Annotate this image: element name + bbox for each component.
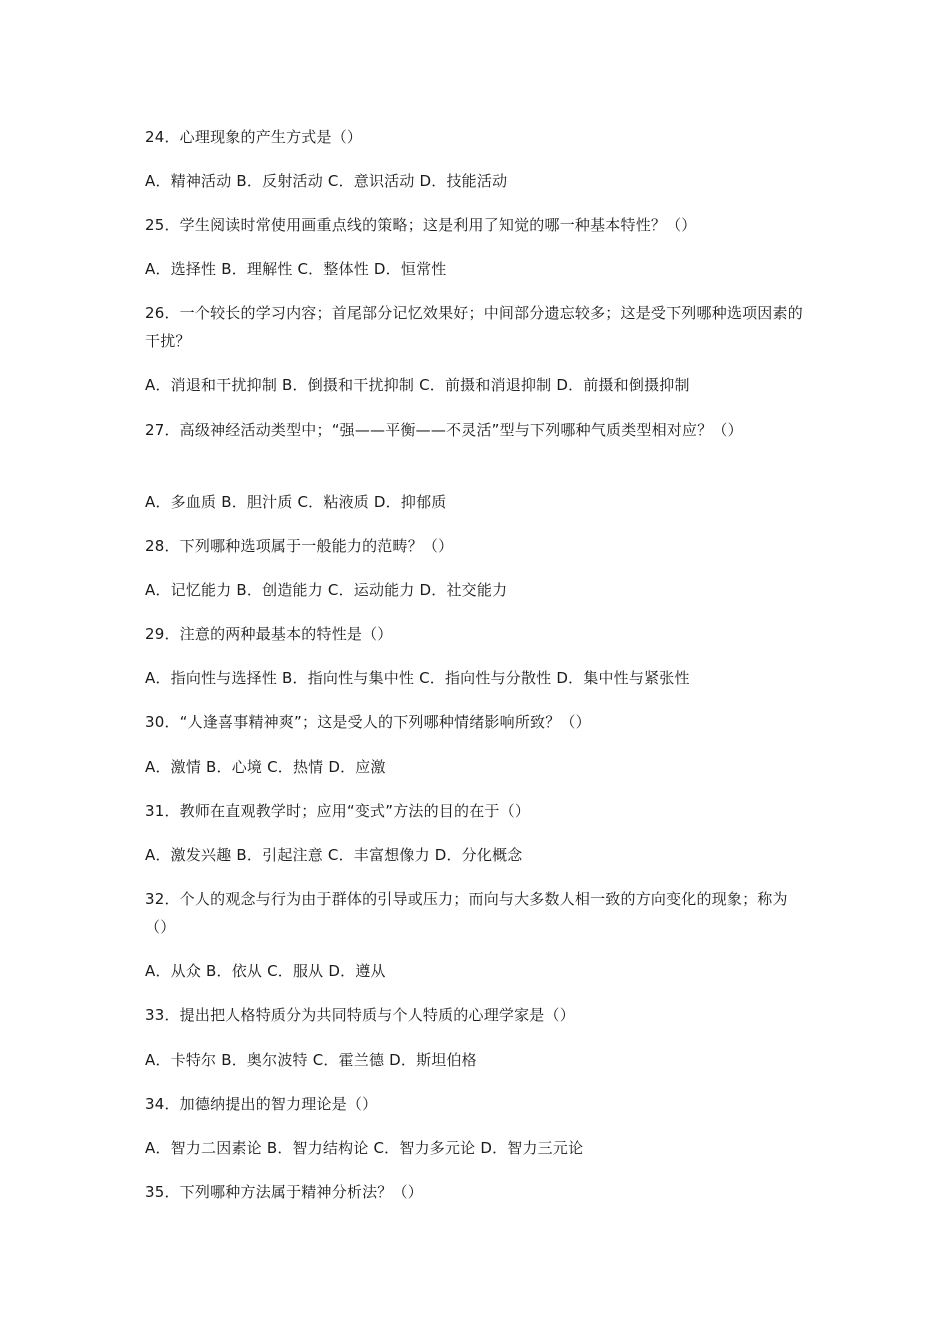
options-27: A．多血质 B．胆汁质 C．粘液质 D．抑郁质 [145, 493, 447, 511]
question-27: 27．高级神经活动类型中；“强——平衡——不灵活”型与下列哪种气质类型相对应？（） [145, 421, 743, 439]
options-33: A．卡特尔 B．奥尔波特 C．霍兰德 D．斯坦伯格 [145, 1051, 477, 1069]
options-29: A．指向性与选择性 B．指向性与集中性 C．指向性与分散性 D．集中性与紧张性 [145, 669, 690, 687]
question-25: 25．学生阅读时常使用画重点线的策略；这是利用了知觉的哪一种基本特性？（） [145, 216, 697, 234]
question-30: 30．“人逢喜事精神爽”；这是受人的下列哪种情绪影响所致？（） [145, 713, 591, 731]
question-26: 26．一个较长的学习内容；首尾部分记忆效果好；中间部分遗忘较多；这是受下列哪种选项因素的干扰？ [145, 304, 803, 350]
options-25: A．选择性 B．理解性 C．整体性 D．恒常性 [145, 260, 447, 278]
question-28: 28．下列哪种选项属于一般能力的范畴？（） [145, 537, 454, 555]
question-29: 29．注意的两种最基本的特性是（） [145, 625, 393, 643]
options-31: A．激发兴趣 B．引起注意 C．丰富想像力 D．分化概念 [145, 846, 523, 864]
options-34: A．智力二因素论 B．智力结构论 C．智力多元论 D．智力三元论 [145, 1139, 584, 1157]
question-35: 35．下列哪种方法属于精神分析法？（） [145, 1183, 423, 1201]
question-24: 24．心理现象的产生方式是（） [145, 128, 363, 146]
question-32: 32．个人的观念与行为由于群体的引导或压力；而向与大多数人相一致的方向变化的现象；称为（） [145, 890, 788, 936]
options-24: A．精神活动 B．反射活动 C．意识活动 D．技能活动 [145, 172, 508, 190]
question-31: 31．教师在直观教学时；应用“变式”方法的目的在于（） [145, 802, 531, 820]
options-26: A．消退和干扰抑制 B．倒摄和干扰抑制 C．前摄和消退抑制 D．前摄和倒摄抑制 [145, 376, 690, 394]
options-30: A．激情 B．心境 C．热情 D．应激 [145, 758, 386, 776]
options-32: A．从众 B．依从 C．服从 D．遵从 [145, 962, 386, 980]
options-28: A．记忆能力 B．创造能力 C．运动能力 D．社交能力 [145, 581, 508, 599]
question-33: 33．提出把人格特质分为共同特质与个人特质的心理学家是（） [145, 1006, 575, 1024]
question-34: 34．加德纳提出的智力理论是（） [145, 1095, 378, 1113]
